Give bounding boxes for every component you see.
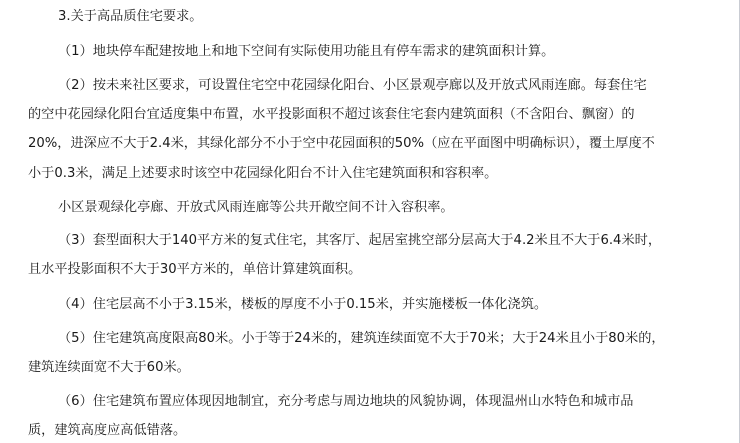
- paragraph-2-line-1: （2）按未来社区要求，可设置住宅空中花园绿化阳台、小区景观亭廊以及开放式风雨连廊。每套住宅: [58, 78, 647, 93]
- paragraph-1: （1）地块停车配建按地上和地下空间有实际使用功能且有停车需求的建筑面积计算。: [58, 44, 555, 59]
- paragraph-3-line-1: （3）套型面积大于140平方米的复式住宅，其客厅、起居室挑空部分层高大于4.2米且不大于6.4米时，: [58, 233, 662, 248]
- paragraph-5-line-1: （5）住宅建筑高度限高80米。小于等于24米的，建筑连续面宽不大于70米；大于24米且小于80米的，: [58, 331, 665, 346]
- paragraph-4: （4）住宅层高不小于3.15米，楼板的厚度不小于0.15米，并实施楼板一体化浇筑。: [58, 297, 548, 312]
- paragraph-2-line-2: 的空中花园绿化阳台宜适度集中布置，水平投影面积不超过该套住宅套内建筑面积（不含阳台、飘窗）的: [28, 107, 635, 122]
- paragraph-2b: 小区景观绿化亭廊、开放式风雨连廊等公共开敞空间不计入容积率。: [58, 200, 454, 215]
- paragraph-6-line-2: 质，建筑高度应高低错落。: [28, 423, 187, 438]
- paragraph-2-line-3: 20%，进深应不大于2.4米，其绿化部分不小于空中花园面积的50%（应在平面图中明确标识），覆土厚度不: [28, 136, 655, 151]
- section-heading: 3.关于高品质住宅要求。: [58, 9, 203, 24]
- paragraph-3-line-2: 且水平投影面积不大于30平方米的，单倍计算建筑面积。: [28, 262, 362, 277]
- paragraph-6-line-1: （6）住宅建筑布置应体现因地制宜，充分考虑与周边地块的风貌协调，体现温州山水特色和城市品: [58, 394, 634, 409]
- paragraph-2-line-4: 小于0.3米，满足上述要求时该空中花园绿化阳台不计入住宅建筑面积和容积率。: [28, 166, 498, 181]
- paragraph-5-line-2: 建筑连续面宽不大于60米。: [28, 360, 190, 375]
